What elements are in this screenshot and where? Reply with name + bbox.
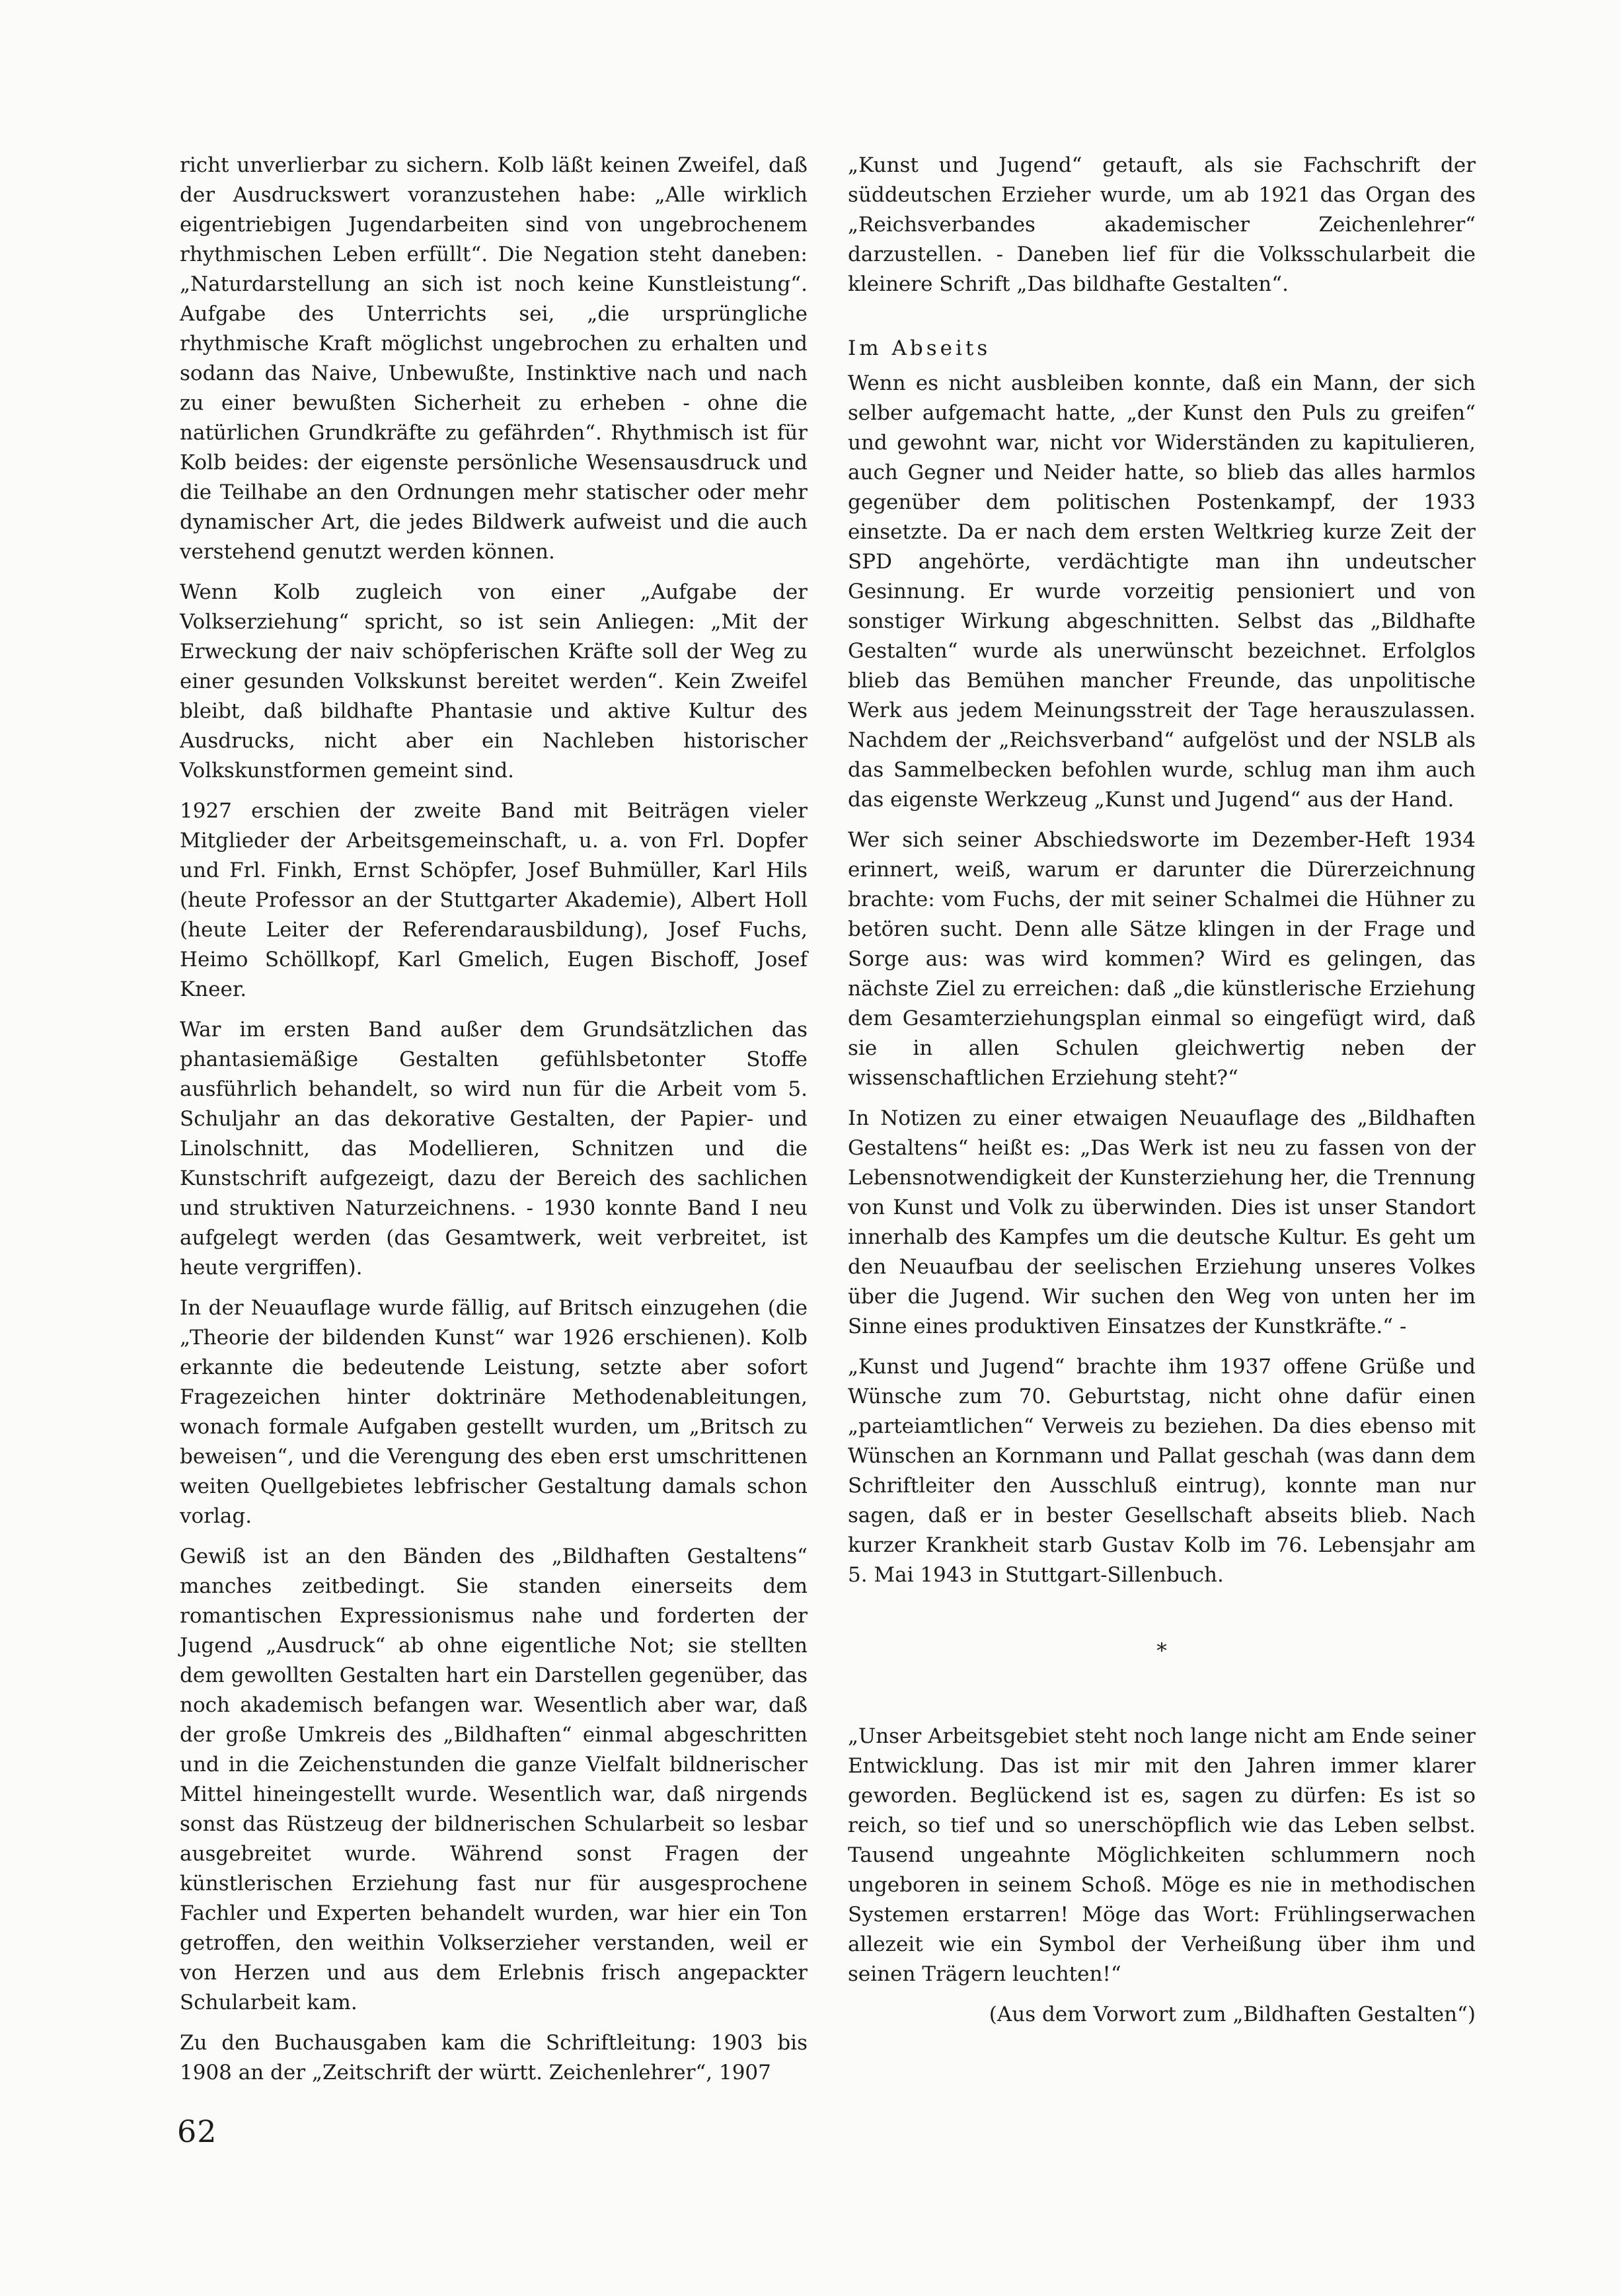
- paragraph: 1927 erschien der zweite Band mit Beiträgen vieler Mitglieder der Arbeitsgemeinschaft, u. a. von Frl. Dopfer und Frl. Finkh, Ernst Schöpfer, Josef Buhmüller, Karl Hils (heute Professor an der Stuttgarter Akademie), Albert Holl (heute Leiter der Referendarausbildung), Josef Fuchs, Heimo Schöllkopf, Karl Gmelich, Eugen Bischoff, Josef Kneer.: [180, 799, 808, 1001]
- paragraph: Wer sich seiner Abschiedsworte im Dezember-Heft 1934 erinnert, weiß, warum er darunter die Dürerzeichnung brachte: vom Fuchs, der mit seiner Schalmei die Hühner zu betören sucht. Denn alle Sätze klingen in der Frage und Sorge aus: was wird kommen? Wird es gelingen, das nächste Ziel zu erreichen: daß „die künstlerische Erziehung dem Gesamterziehungsplan einmal so eingefügt wird, daß sie in allen Schulen gleichwertig neben der wissenschaftlichen Erziehung steht?“: [848, 828, 1476, 1090]
- paragraph: Gewiß ist an den Bänden des „Bildhaften Gestaltens“ manches zeitbedingt. Sie standen einerseits dem romantischen Expressionismus nahe und forderten der Jugend „Ausdruck“ ab ohne eigentliche Not; sie stellten dem gewollten Gestalten hart ein Darstellen gegenüber, das noch akademisch befangen war. Wesentlich aber war, daß der große Umkreis des „Bildhaften“ einmal abgeschritten und in die Zeichenstunden die ganze Vielfalt bildnerischer Mittel hineingestellt wurde. Wesentlich war, daß nirgends sonst das Rüstzeug der bildnerischen Schularbeit so lesbar ausgebreitet wurde. Während sonst Fragen der künstlerischen Erziehung fast nur für ausgesprochene Fachler und Experten behandelt wurden, war hier ein Ton getroffen, den weithin Volkserzieher verstanden, weil er von Herzen und aus dem Erlebnis frisch angepackter Schularbeit kam.: [180, 1545, 808, 2014]
- paragraph: In der Neuauflage wurde fällig, auf Britsch einzugehen (die „Theorie der bildenden Kunst“ war 1926 erschienen). Kolb erkannte die bedeutende Leistung, setzte aber sofort Fragezeichen hinter doktrinäre Methodenableitungen, wonach formale Aufgaben gestellt wurden, um „Britsch zu beweisen“, und die Verengung des eben erst umschrittenen weiten Quellgebietes lebfrischer Gestaltung damals schon vorlag.: [180, 1296, 808, 1528]
- paragraph: Zu den Buchausgaben kam die Schriftleitung: 1903 bis 1908 an der „Zeitschrift der württ. Zeichenlehrer“, 1907: [180, 2031, 808, 2085]
- paragraph: Wenn es nicht ausbleiben konnte, daß ein Mann, der sich selber aufgemacht hatte, „der Kunst den Puls zu greifen“ und gewohnt war, nicht vor Widerständen zu kapitulieren, auch Gegner und Neider hatte, so blieb das alles harmlos gegenüber dem politischen Postenkampf, der 1933 einsetzte. Da er nach dem ersten Weltkrieg kurze Zeit der SPD angehörte, verdächtigte man ihn undeutscher Gesinnung. Er wurde vorzeitig pensioniert und von sonstiger Wirkung abgeschnitten. Selbst das „Bildhafte Gestalten“ wurde als unerwünscht bezeichnet. Erfolglos blieb das Bemühen mancher Freunde, das unpolitische Werk aus jedem Meinungsstreit der Tage herauszulassen. Nachdem der „Reichsverband“ aufgelöst und der NSLB als das Sammelbecken befohlen wurde, schlug man ihm auch das eigenste Werkzeug „Kunst und Jugend“ aus der Hand.: [848, 371, 1476, 812]
- quote-attribution: (Aus dem Vorwort zum „Bildhaften Gestalten“): [989, 2003, 1476, 2026]
- left-column: [180, 151, 808, 2098]
- paragraph: „Kunst und Jugend“ getauft, als sie Fachschrift der süddeutschen Erzieher wurde, um ab 1921 das Organ des „Reichsverbandes akademischer Zeichenlehrer“ darzustellen. - Daneben lief für die Volksschularbeit die kleinere Schrift „Das bildhafte Gestalten“.: [848, 153, 1476, 296]
- paragraph: In Notizen zu einer etwaigen Neuauflage des „Bildhaften Gestaltens“ heißt es: „Das Werk ist neu zu fassen von der Lebensnotwendigkeit der Kunsterziehung her, die Trennung von Kunst und Volk zu überwinden. Dies ist unser Standort innerhalb des Kampfes um die deutsche Kultur. Es geht um den Neuaufbau der seelischen Erziehung unseres Volkes über die Jugend. Wir suchen den Weg von unten her im Sinne eines produktiven Einsatzes der Kunstkräfte.“ -: [848, 1106, 1476, 1338]
- page-number: 62: [177, 2114, 217, 2149]
- paragraph: War im ersten Band außer dem Grundsätzlichen das phantasiemäßige Gestalten gefühlsbetonter Stoffe ausführlich behandelt, so wird nun für die Arbeit vom 5. Schuljahr an das dekorative Gestalten, der Papier- und Linolschnitt, das Modellieren, Schnitzen und die Kunstschrift aufgezeigt, dazu der Bereich des sachlichen und struktiven Naturzeichnens. - 1930 konnte Band I neu aufgelegt werden (das Gesamtwerk, weit verbreitet, ist heute vergriffen).: [180, 1018, 808, 1280]
- section-heading: Im Abseits: [848, 336, 991, 360]
- paragraph: Wenn Kolb zugleich von einer „Aufgabe der Volkserziehung“ spricht, so ist sein Anliegen: „Mit der Erweckung der naiv schöpferischen Kräfte soll der Weg zu einer gesunden Volkskunst bereitet werden“. Kein Zweifel bleibt, daß bildhafte Phantasie und aktive Kultur des Ausdrucks, nicht aber ein Nachleben historischer Volkskunstformen gemeint sind.: [180, 580, 808, 783]
- closing-quote: „Unser Arbeitsgebiet steht noch lange nicht am Ende seiner Entwicklung. Das ist mir mit den Jahren immer klarer geworden. Beglückend ist es, sagen zu dürfen: Es ist so reich, so tief und so unerschöpflich wie das Leben selbst. Tausend ungeahnte Möglichkeiten schlummern noch ungeboren in seinem Schoß. Möge es nie in methodischen Systemen erstarren! Möge das Wort: Frühlingserwachen allezeit wie ein Symbol der Verheißung über ihm und seinen Trägern leuchten!“: [848, 1724, 1476, 1986]
- paragraph: richt unverlierbar zu sichern. Kolb läßt keinen Zweifel, daß der Ausdruckswert voranzustehen habe: „Alle wirklich eigentriebigen Jugendarbeiten sind von ungebrochenem rhythmischen Leben erfüllt“. Die Negation steht daneben: „Naturdarstellung an sich ist noch keine Kunstleistung“. Aufgabe des Unterrichts sei, „die ursprüngliche rhythmische Kraft möglichst ungebrochen zu erhalten und sodann das Naive, Unbewußte, Instinktive nach und nach zu einer bewußten Sicherheit zu erheben - ohne die natürlichen Grundkräfte zu gefährden“. Rhythmisch ist für Kolb beides: der eigenste persönliche Wesensausdruck und die Teilhabe an den Ordnungen mehr statischer oder mehr dynamischer Art, die jedes Bildwerk aufweist und die auch verstehend genutzt werden können.: [180, 153, 808, 564]
- section-separator: *: [1156, 1639, 1167, 1663]
- right-column: [848, 151, 1476, 2040]
- paragraph: „Kunst und Jugend“ brachte ihm 1937 offene Grüße und Wünsche zum 70. Geburtstag, nicht ohne dafür einen „parteiamtlichen“ Verweis zu beziehen. Da dies ebenso mit Wünschen an Kornmann und Pallat geschah (was dann dem Schriftleiter den Ausschluß eintrug), konnte man nur sagen, daß er in bester Gesellschaft abseits blieb. Nach kurzer Krankheit starb Gustav Kolb im 76. Lebensjahr am 5. Mai 1943 in Stuttgart-Sillenbuch.: [848, 1355, 1476, 1587]
